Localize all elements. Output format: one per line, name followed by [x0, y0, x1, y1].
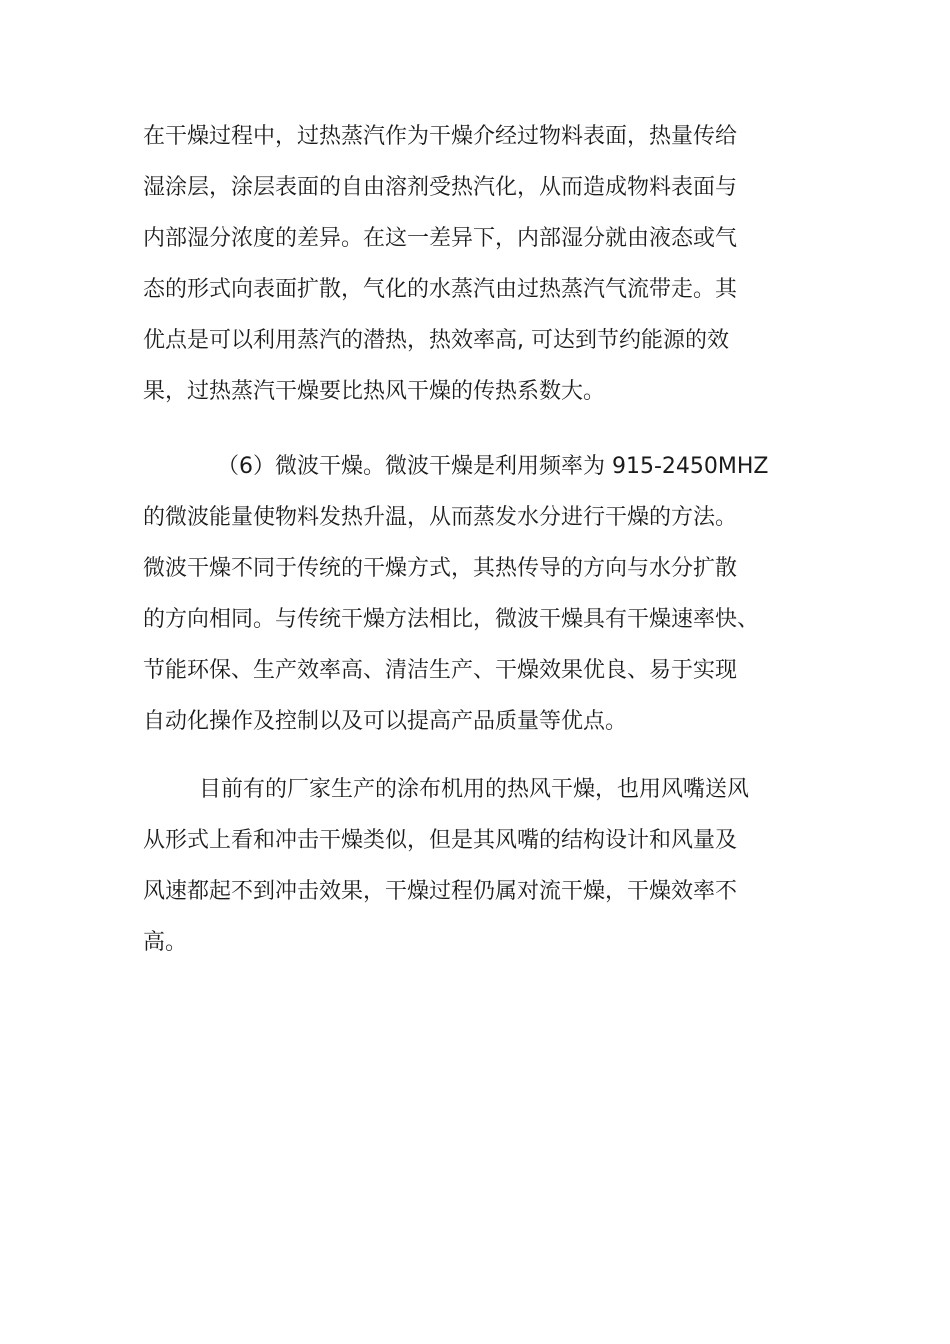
paragraph-hot-air-drying [143, 764, 823, 968]
text-line: 的微波能量使物料发热升温，从而蒸发水分进行干燥的方法。 [143, 505, 738, 530]
text-line: 内部湿分浓度的差异。在这一差异下，内部湿分就由液态或气 [143, 226, 738, 251]
text-line: （6）微波干燥。微波干燥是利用频率为 915-2450MHZ [217, 454, 769, 479]
text-line: 在干燥过程中，过热蒸汽作为干燥介经过物料表面，热量传给 [143, 124, 738, 149]
text-line: 风速都起不到冲击效果，干燥过程仍属对流干燥，干燥效率不 [143, 879, 738, 904]
paragraph-superheated-steam-drying [143, 111, 823, 417]
text-line: 节能环保、生产效率高、清洁生产、干燥效果优良、易于实现 [143, 658, 738, 683]
text-line: 高。 [143, 930, 188, 955]
text-line: 态的形式向表面扩散，气化的水蒸汽由过热蒸汽气流带走。其 [143, 277, 738, 302]
text-line: 微波干燥不同于传统的干燥方式，其热传导的方向与水分扩散 [143, 556, 738, 581]
text-line: 果，过热蒸汽干燥要比热风干燥的传热系数大。 [143, 379, 606, 404]
text-line: 目前有的厂家生产的涂布机用的热风干燥，也用风嘴送风 [199, 777, 750, 802]
text-line: 优点是可以利用蒸汽的潜热，热效率高, 可达到节约能源的效 [143, 328, 729, 353]
text-line: 湿涂层，涂层表面的自由溶剂受热汽化，从而造成物料表面与 [143, 175, 738, 200]
paragraph-microwave-drying [143, 441, 823, 747]
text-line: 的方向相同。与传统干燥方法相比，微波干燥具有干燥速率快、 [143, 607, 760, 632]
text-line: 自动化操作及控制以及可以提高产品质量等优点。 [143, 709, 628, 734]
text-line: 从形式上看和冲击干燥类似，但是其风嘴的结构设计和风量及 [143, 828, 738, 853]
